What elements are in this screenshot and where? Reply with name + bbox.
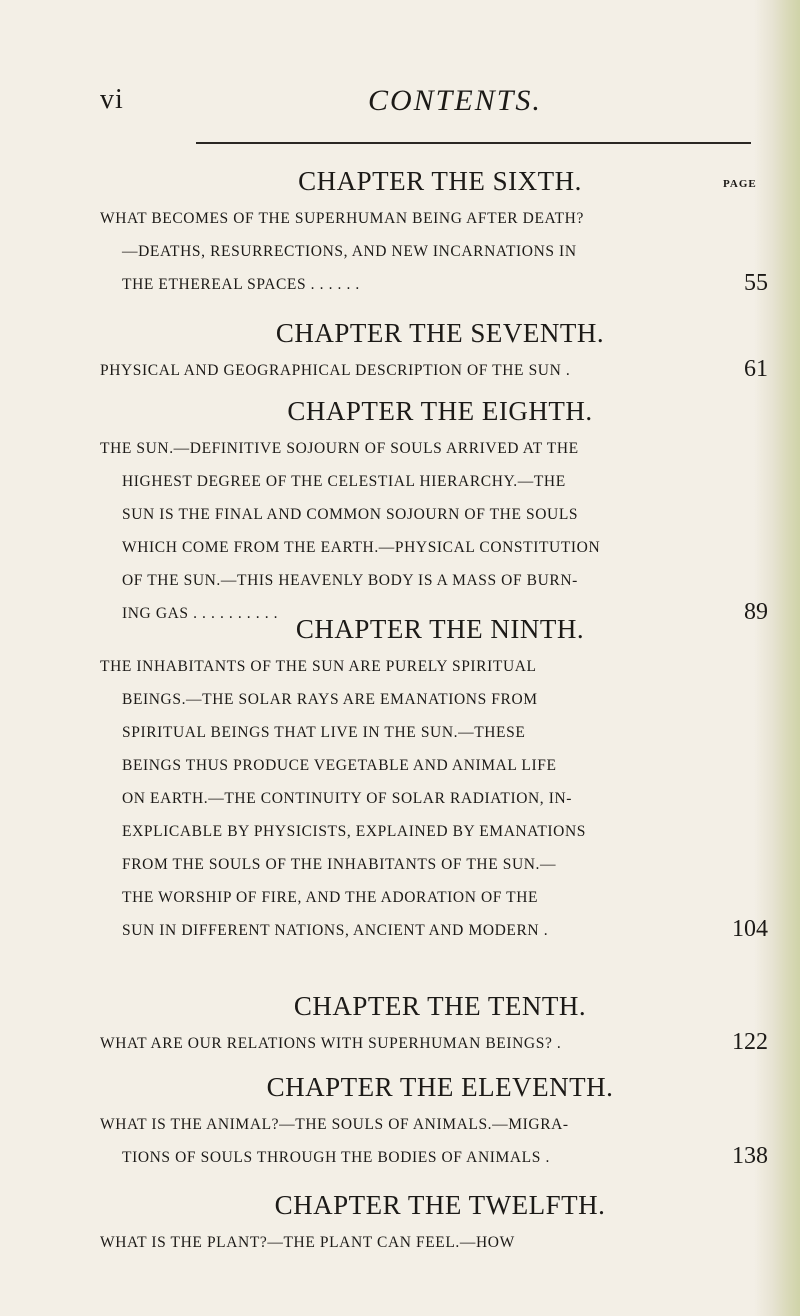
toc-entry xyxy=(100,985,768,1060)
chapter-title: CHAPTER THE EIGHTH. xyxy=(287,396,593,426)
page-edge-shadow xyxy=(754,0,800,1316)
toc-entry xyxy=(100,1184,760,1259)
description-line: ON EARTH.—THE CONTINUITY OF SOLAR RADIATION, IN- xyxy=(122,790,573,807)
running-header xyxy=(100,84,740,124)
chapter-page-number: 55 xyxy=(744,270,768,296)
chapter-description xyxy=(100,432,760,630)
description-line: THE INHABITANTS OF THE SUN ARE PURELY SPIRITUAL xyxy=(100,658,537,675)
description-line: BEINGS.—THE SOLAR RAYS ARE EMANATIONS FROM xyxy=(122,691,538,708)
description-line: FROM THE SOULS OF THE INHABITANTS OF THE SUN.— xyxy=(122,856,557,873)
running-title: CONTENTS. xyxy=(368,84,542,117)
chapter-title: CHAPTER THE NINTH. xyxy=(295,614,585,644)
description-line: THE WORSHIP OF FIRE, AND THE ADORATION OF THE xyxy=(122,889,539,906)
toc-entry xyxy=(100,1066,768,1174)
description-line: WHAT IS THE PLANT?—THE PLANT CAN FEEL.—HOW xyxy=(100,1234,515,1251)
chapter-description xyxy=(100,1027,760,1060)
chapter-title: CHAPTER THE ELEVENTH. xyxy=(266,1072,614,1102)
header-rule xyxy=(196,142,751,144)
chapter-title: CHAPTER THE SIXTH. xyxy=(298,166,582,196)
header-page-number: vi xyxy=(100,84,124,115)
description-line: SPIRITUAL BEINGS THAT LIVE IN THE SUN.—THESE xyxy=(122,724,526,741)
description-line: WHAT BECOMES OF THE SUPERHUMAN BEING AFTER DEATH? xyxy=(100,210,584,227)
description-line: WHAT IS THE ANIMAL?—THE SOULS OF ANIMALS.—MIGRA- xyxy=(100,1116,569,1133)
toc-entry xyxy=(100,390,768,630)
chapter-description xyxy=(100,354,760,387)
chapter-description xyxy=(100,650,760,947)
chapter-title: CHAPTER THE TWELFTH. xyxy=(274,1190,606,1220)
description-line: BEINGS THUS PRODUCE VEGETABLE AND ANIMAL LIFE xyxy=(122,757,557,774)
chapter-page-number: 138 xyxy=(732,1143,768,1169)
chapter-title: CHAPTER THE SEVENTH. xyxy=(275,318,605,348)
page-column-label: PAGE xyxy=(723,178,757,190)
chapter-page-number: 104 xyxy=(732,916,768,942)
description-line: TIONS OF SOULS THROUGH THE BODIES OF ANIMALS . xyxy=(122,1149,550,1166)
chapter-title: CHAPTER THE TENTH. xyxy=(293,991,587,1021)
chapter-description xyxy=(100,1226,760,1259)
chapter-page-number: 89 xyxy=(744,599,768,625)
toc-entry xyxy=(100,312,768,387)
description-line: EXPLICABLE BY PHYSICISTS, EXPLAINED BY EMANATIONS xyxy=(122,823,586,840)
chapter-page-number: 61 xyxy=(744,356,768,382)
description-line: ING GAS . . . . . . . . . . xyxy=(122,605,279,622)
chapter-page-number: 122 xyxy=(732,1029,768,1055)
chapter-description xyxy=(100,1108,760,1174)
description-line: —DEATHS, RESURRECTIONS, AND NEW INCARNATIONS IN xyxy=(122,243,577,260)
description-line: SUN IS THE FINAL AND COMMON SOJOURN OF THE SOULS xyxy=(122,506,579,523)
description-line: THE SUN.—DEFINITIVE SOJOURN OF SOULS ARRIVED AT THE xyxy=(100,440,579,457)
chapter-description xyxy=(100,202,760,301)
description-line: PHYSICAL AND GEOGRAPHICAL DESCRIPTION OF THE SUN . xyxy=(100,362,571,379)
description-line: SUN IN DIFFERENT NATIONS, ANCIENT AND MODERN . xyxy=(122,922,549,939)
description-line: WHAT ARE OUR RELATIONS WITH SUPERHUMAN BEINGS? . xyxy=(100,1035,562,1052)
description-line: OF THE SUN.—THIS HEAVENLY BODY IS A MASS OF BURN- xyxy=(122,572,578,589)
description-line: THE ETHEREAL SPACES . . . . . . xyxy=(122,276,360,293)
description-line: WHICH COME FROM THE EARTH.—PHYSICAL CONSTITUTION xyxy=(122,539,601,556)
toc-entry xyxy=(100,160,768,301)
description-line: HIGHEST DEGREE OF THE CELESTIAL HIERARCHY.—THE xyxy=(122,473,566,490)
